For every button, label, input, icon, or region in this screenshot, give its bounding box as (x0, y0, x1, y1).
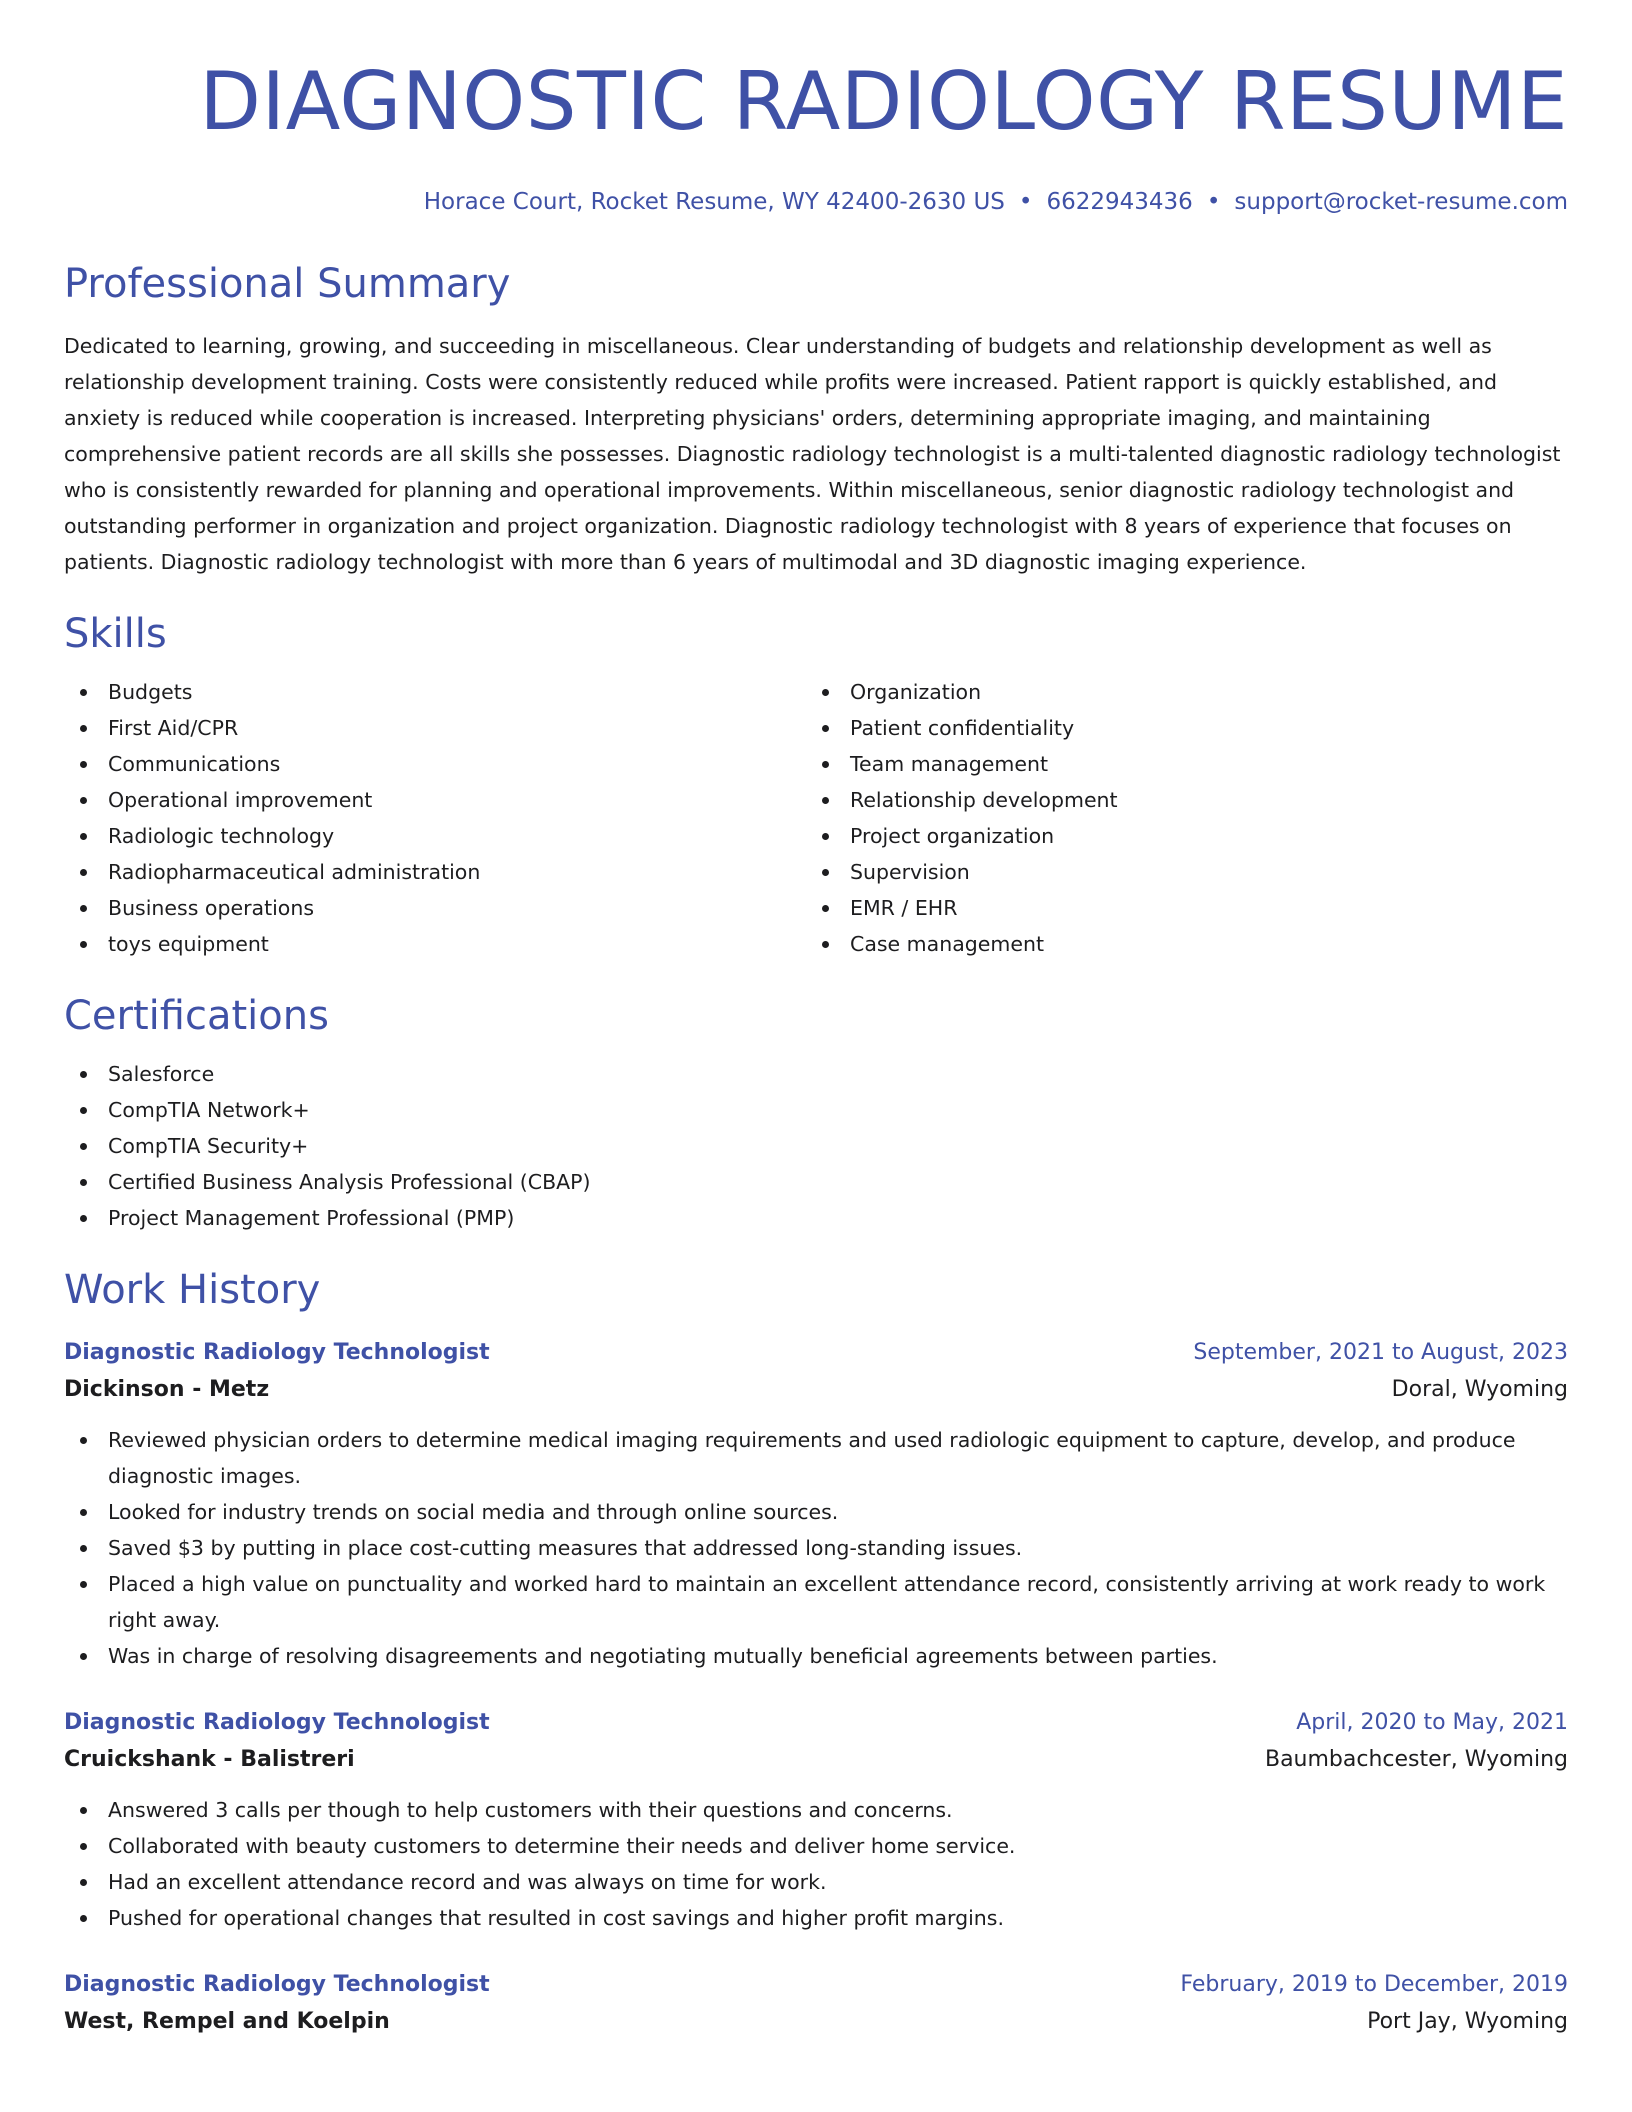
job-title: Diagnostic Radiology Technologist (64, 1340, 490, 1365)
job-dates: April, 2020 to May, 2021 (1296, 1710, 1568, 1735)
job-bullet: Had an excellent attendance record and was always on time for work. (64, 1864, 1568, 1900)
job-bullet: Saved $3 by putting in place cost-cutting measures that addressed long-standing issues. (64, 1530, 1568, 1566)
summary-text: Dedicated to learning, growing, and succeeding in miscellaneous. Clear understanding of budgets and relationship development as well as relationship development training. Costs were consistently reduced while profits were increased. Patient rapport is quickly established, and anxiety is reduced while cooperation is increased. Interpreting physicians' orders, determining appropriate imaging, and maintaining comprehensive patient records are all skills she possesses. Diagnostic radiology technologist is a multi-talented diagnostic radiology technologist who is consistently rewarded for planning and operational improvements. Within miscellaneous, senior diagnostic radiology technologist and outstanding performer in organization and project organization. Diagnostic radiology technologist with 8 years of experience that focuses on patients. Diagnostic radiology technologist with more than 6 years of multimodal and 3D diagnostic imaging experience. (64, 334, 1561, 574)
summary-heading: Professional Summary (64, 261, 511, 307)
job-bullet: Pushed for operational changes that resulted in cost savings and higher profit margins. (64, 1900, 1568, 1936)
job-bullet: Collaborated with beauty customers to determine their needs and deliver home service. (64, 1828, 1568, 1864)
job-company: Dickinson - Metz (64, 1377, 270, 1402)
skills-heading: Skills (64, 611, 167, 657)
contact-phone[interactable]: 6622943436 (1046, 189, 1193, 215)
job-location: Port Jay, Wyoming (1367, 2009, 1568, 2034)
work-history-heading: Work History (64, 1267, 321, 1313)
job-company: West, Rempel and Koelpin (64, 2009, 390, 2034)
certification-item: CompTIA Network+ (64, 1092, 1568, 1128)
job-dates: February, 2019 to December, 2019 (1180, 1972, 1568, 1997)
job-dates: September, 2021 to August, 2023 (1193, 1340, 1568, 1365)
skill-item: EMR / EHR (806, 890, 1548, 926)
job-entry (64, 1966, 1568, 2040)
job-company: Cruickshank - Balistreri (64, 1747, 355, 1772)
job-entry (64, 1334, 1568, 1674)
job-entry (64, 1704, 1568, 1936)
job-title: Diagnostic Radiology Technologist (64, 1972, 490, 1997)
contact-line (64, 186, 1568, 218)
job-bullet: Was in charge of resolving disagreements and negotiating mutually beneficial agreements between parties. (64, 1638, 1568, 1674)
skill-item: Team management (806, 746, 1548, 782)
skill-item: Supervision (806, 854, 1548, 890)
certification-item: CompTIA Security+ (64, 1128, 1568, 1164)
skills-columns (64, 674, 1568, 962)
skill-item: Business operations (64, 890, 806, 926)
skill-item: Relationship development (806, 782, 1548, 818)
job-bullet: Placed a high value on punctuality and worked hard to maintain an excellent attendance record, consistently arriving at work ready to work right away. (64, 1566, 1568, 1638)
skill-item: Project organization (806, 818, 1548, 854)
job-bullet: Answered 3 calls per though to help customers with their questions and concerns. (64, 1792, 1568, 1828)
skill-item: Budgets (64, 674, 806, 710)
contact-separator: • (1206, 189, 1221, 215)
skill-item: toys equipment (64, 926, 806, 962)
job-bullet: Looked for industry trends on social media and through online sources. (64, 1494, 1568, 1530)
skill-item: Radiologic technology (64, 818, 806, 854)
certifications-heading: Certifications (64, 993, 329, 1039)
job-bullets (64, 1422, 1568, 1674)
skill-item: Communications (64, 746, 806, 782)
job-title: Diagnostic Radiology Technologist (64, 1710, 490, 1735)
resume-title: DIAGNOSTIC RADIOLOGY RESUME (199, 55, 1568, 148)
certifications-list (64, 1056, 1568, 1236)
certification-item: Project Management Professional (PMP) (64, 1200, 1568, 1236)
job-bullets (64, 1792, 1568, 1936)
skill-item: Organization (806, 674, 1548, 710)
contact-address: Horace Court, Rocket Resume, WY 42400-2630 US (423, 189, 1005, 215)
contact-separator: • (1018, 189, 1033, 215)
job-bullet: Reviewed physician orders to determine medical imaging requirements and used radiologic equipment to capture, develop, and produce diagnostic images. (64, 1422, 1568, 1494)
skill-item: Operational improvement (64, 782, 806, 818)
skills-list-left (64, 674, 806, 962)
skill-item: First Aid/CPR (64, 710, 806, 746)
skill-item: Radiopharmaceutical administration (64, 854, 806, 890)
certification-item: Salesforce (64, 1056, 1568, 1092)
certification-item: Certified Business Analysis Professional (CBAP) (64, 1164, 1568, 1200)
skill-item: Patient confidentiality (806, 710, 1548, 746)
skill-item: Case management (806, 926, 1548, 962)
job-location: Baumbachcester, Wyoming (1264, 1747, 1568, 1772)
resume-page (64, 0, 1568, 2040)
job-location: Doral, Wyoming (1391, 1377, 1568, 1402)
contact-email[interactable]: support@rocket-resume.com (1234, 189, 1568, 215)
skills-list-right (806, 674, 1548, 962)
